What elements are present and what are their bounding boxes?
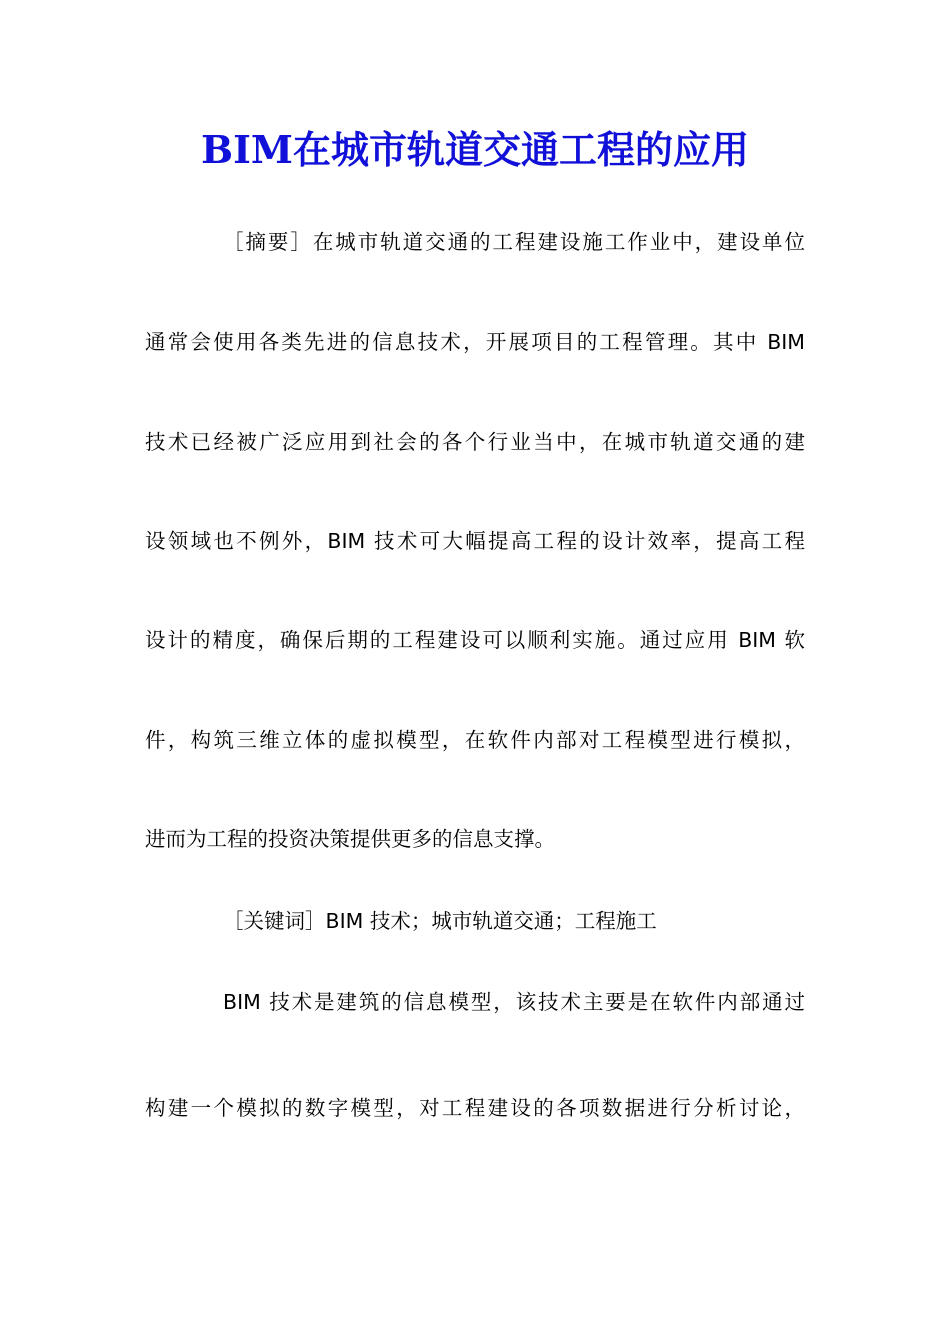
abstract-line: 技术已经被广泛应用到社会的各个行业当中，在城市轨道交通的建 bbox=[145, 430, 805, 454]
abstract-line: 设领域也不例外，BIM 技术可大幅提高工程的设计效率，提高工程 bbox=[145, 529, 805, 553]
document-title: BIM在城市轨道交通工程的应用 bbox=[201, 127, 749, 172]
abstract-line: 通常会使用各类先进的信息技术，开展项目的工程管理。其中 BIM bbox=[145, 330, 805, 354]
abstract-line: 设计的精度，确保后期的工程建设可以顺利实施。通过应用 BIM 软 bbox=[145, 628, 805, 652]
abstract-line: ［摘要］在城市轨道交通的工程建设施工作业中，建设单位 bbox=[223, 230, 805, 254]
keywords-line: ［关键词］BIM 技术；城市轨道交通；工程施工 bbox=[223, 909, 657, 933]
abstract-line: 进而为工程的投资决策提供更多的信息支撑。 bbox=[145, 827, 555, 851]
body-line: 构建一个模拟的数字模型，对工程建设的各项数据进行分析讨论， bbox=[145, 1096, 805, 1120]
body-line: BIM 技术是建筑的信息模型，该技术主要是在软件内部通过 bbox=[223, 990, 805, 1014]
abstract-line: 件，构筑三维立体的虚拟模型，在软件内部对工程模型进行模拟， bbox=[145, 728, 805, 752]
